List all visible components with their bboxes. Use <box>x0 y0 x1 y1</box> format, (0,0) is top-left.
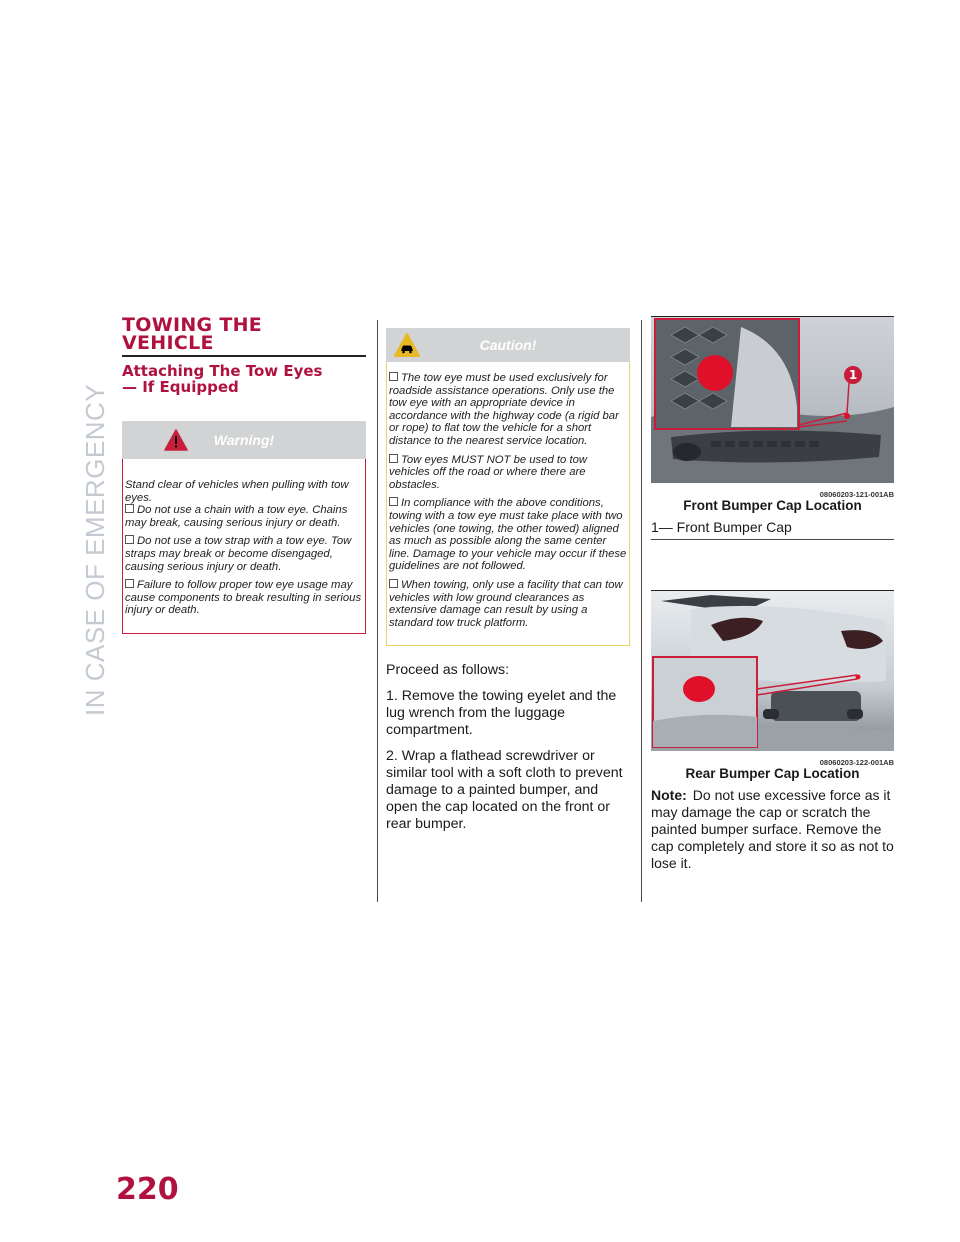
front-bumper-image <box>651 317 894 483</box>
note-paragraph <box>651 787 894 872</box>
checkbox-bullet-icon <box>389 497 398 506</box>
checkbox-bullet-icon <box>389 579 398 588</box>
procedure <box>386 662 630 833</box>
warning-header <box>122 421 366 459</box>
column-right <box>651 316 894 872</box>
section-title <box>122 316 366 357</box>
caution-box <box>386 362 630 646</box>
section-title-line1: TOWING THE <box>122 314 263 336</box>
figure-caption: Rear Bumper Cap Location <box>685 766 860 781</box>
procedure-step: 2. Wrap a flathead screwdriver or similar tool with a soft cloth to prevent damage to a painted bumper, and open the cap located on the front or rear bumper. <box>386 748 623 833</box>
section-title-line2: VEHICLE <box>122 332 214 354</box>
chapter-side-tab: IN CASE OF EMERGENCY <box>80 383 110 716</box>
subsection-title-line1: Attaching The Tow Eyes <box>122 362 323 380</box>
caution-item: The tow eye must be used exclusively for roadside assistance operations. Only use the tow eye with an appropriate device in accordance with the highway code (a rigid bar or rope) to flat tow the vehicle for a short distance to the nearest service location. <box>389 372 619 447</box>
caution-item: When towing, only use a facility that can tow vehicles with low ground clearances as extensive damage can result by using a standard tow truck platform. <box>389 578 623 629</box>
column-left <box>122 316 366 634</box>
subsection-title <box>122 363 366 395</box>
checkbox-bullet-icon <box>125 579 134 588</box>
checkbox-bullet-icon <box>389 454 398 463</box>
warning-item: Do not use a chain with a tow eye. Chains may break, causing serious injury or death. <box>125 504 348 529</box>
procedure-step: 1. Remove the towing eyelet and the lug wrench from the luggage compartment. <box>386 688 617 739</box>
caution-header <box>386 328 630 362</box>
rear-bumper-image <box>651 591 894 751</box>
column-divider <box>377 320 378 902</box>
figure-id: 08060203-121-001AB <box>819 490 894 499</box>
checkbox-bullet-icon <box>125 535 134 544</box>
subsection-title-line2: — If Equipped <box>122 378 239 396</box>
caution-car-icon <box>394 332 420 358</box>
warning-intro: Stand clear of vehicles when pulling with tow eyes. <box>125 479 349 504</box>
note-text: Do not use excessive force as it may damage the cap or scratch the painted bumper surface. Remove the cap completely and store it so as not to lose it. <box>651 787 894 871</box>
warning-item: Do not use a tow strap with a tow eye. Tow straps may break or become disengaged, causing serious injury or death. <box>125 535 352 573</box>
caution-title: Caution! <box>479 337 537 353</box>
warning-box <box>122 459 366 634</box>
rear-bumper-figure <box>651 590 894 781</box>
warning-title: Warning! <box>213 432 275 448</box>
column-divider <box>641 320 642 902</box>
figure-legend: 1— Front Bumper Cap <box>651 519 894 540</box>
figure-id: 08060203-122-001AB <box>819 758 894 767</box>
column-middle <box>386 316 630 842</box>
checkbox-bullet-icon <box>125 504 134 513</box>
caution-item: In compliance with the above conditions, towing with a tow eye must take place with two vehicles (one towing, the other towed) aligned as much as possible along the same center line. Damage to your vehicle may occur if these guidelines are not followed. <box>389 497 627 573</box>
callout-number: 1 <box>848 368 858 382</box>
procedure-intro: Proceed as follows: <box>386 662 510 679</box>
caution-item: Tow eyes MUST NOT be used to tow vehicles off the road or where there are obstacles. <box>389 453 588 491</box>
warning-item: Failure to follow proper tow eye usage may cause components to break resulting in serious injury or death. <box>125 579 362 617</box>
checkbox-bullet-icon <box>389 372 398 381</box>
front-bumper-figure <box>651 316 894 540</box>
page-number: 220 <box>116 1172 179 1207</box>
warning-triangle-icon <box>164 428 188 452</box>
note-label: Note: <box>651 787 687 803</box>
figure-caption: Front Bumper Cap Location <box>683 498 862 513</box>
